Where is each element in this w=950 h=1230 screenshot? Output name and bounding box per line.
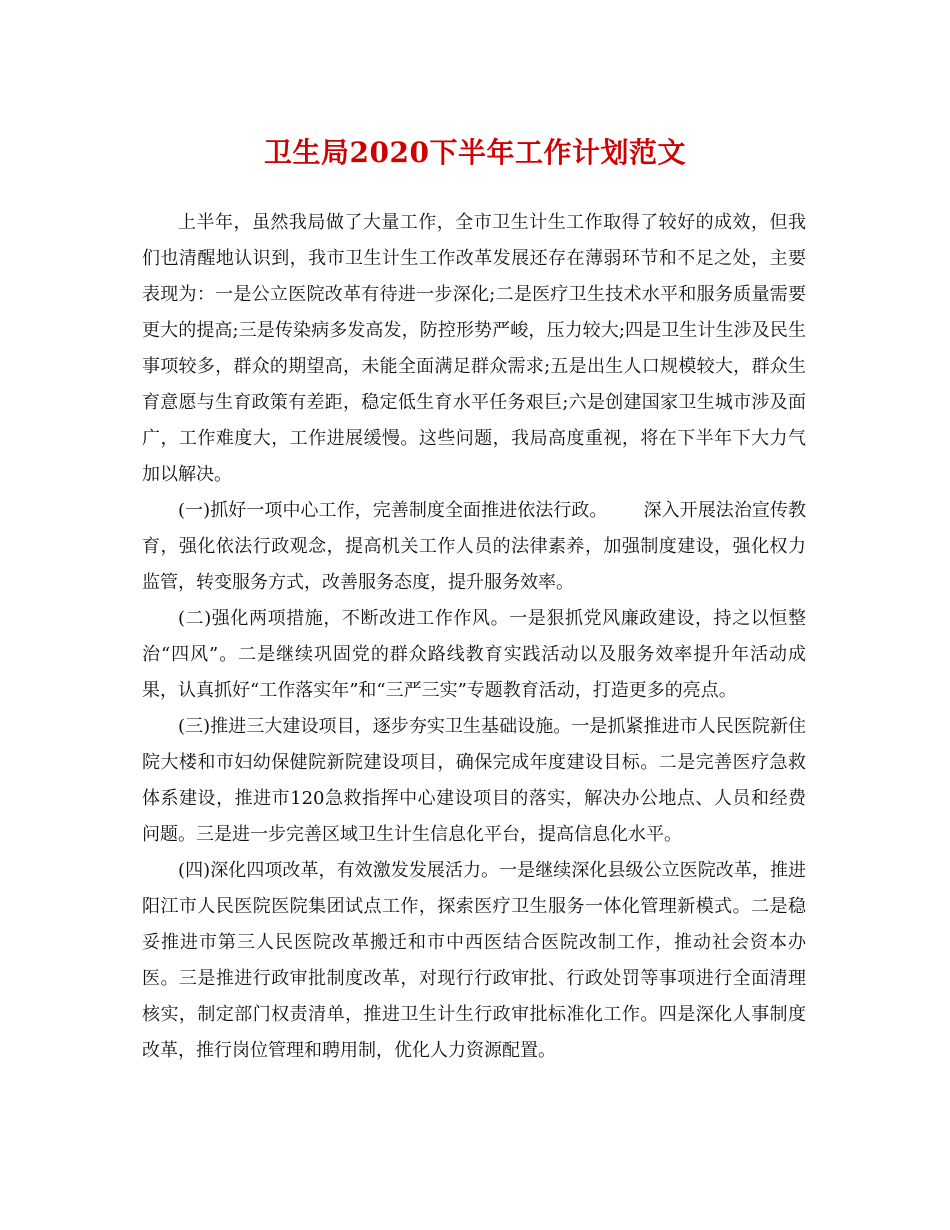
paragraph-text: 上半年，虽然我局做了大量工作，全市卫生计生工作取得了较好的成效，但我们也清醒地认识到，我市卫生计生工作改革发展还存在薄弱环节和不足之处，主要表现为：一是公立医院改革有待进一步深化;二是医疗卫生技术水平和服务质量需要更大的提高;三是传染病多发高发，防控形势严峻，压力较大;四是卫生计生涉及民生事项较多，群众的期望高，未能全面满足群众需求;五是出生人口规模较大，群众生育意愿与生育政策有差距，稳定低生育水平任务艰巨;六是创建国家卫生城市涉及面广，工作难度大，工作进展缓慢。这些问题，我局高度重视，将在下半年下大力气加以解决。 (142, 212, 807, 485)
paragraph-text: (三)推进三大建设项目，逐步夯实卫生基础设施。一是抓紧推进市人民医院新住院大楼和市妇幼保健院新院建设项目，确保完成年度建设目标。二是完善医疗急救体系建设，推进市120急救指挥中心建设项目的落实，解决办公地点、人员和经费问题。三是进一步完善区域卫生计生信息化平台，提高信息化水平。 (142, 716, 806, 845)
paragraph-text: 深入开展法治宣传教育，强化依法行政观念，提高机关工作人员的法律素养，加强制度建设，强化权力监管，转变服务方式，改善服务态度，提升服务效率。 (142, 500, 807, 593)
paragraph-text: (四)深化四项改革，有效激发发展活力。一是继续深化县级公立医院改革，推进阳江市人民医院医院集团试点工作，探索医疗卫生服务一体化管理新模式。二是稳妥推进市第三人民医院改革搬迁和市中西医结合医院改制工作，推动社会资本办医。三是推进行政审批制度改革，对现行行政审批、行政处罚等事项进行全面清理核实，制定部门权责清单，推进卫生计生行政审批标准化工作。四是深化人事制度改革，推行岗位管理和聘用制，优化人力资源配置。 (142, 860, 806, 1061)
document-title: 卫生局2020下半年工作计划范文 (264, 136, 686, 169)
document-body (142, 205, 806, 1069)
paragraph-section-1 (142, 493, 806, 601)
paragraph-text: (二)强化两项措施，不断改进工作作风。一是狠抓党风廉政建设，持之以恒整治“四风”。二是继续巩固党的群众路线教育实践活动以及服务效率提升年活动成果，认真抓好“工作落实年”和“三严三实”专题教育活动，打造更多的亮点。 (142, 608, 806, 701)
paragraph-section-2 (142, 601, 806, 709)
paragraph-section-4 (142, 853, 806, 1069)
paragraph-section-3 (142, 709, 806, 853)
section-heading: (一)抓好一项中心工作，完善制度全面推进依法行政。 (178, 500, 608, 521)
paragraph-intro (142, 205, 806, 493)
